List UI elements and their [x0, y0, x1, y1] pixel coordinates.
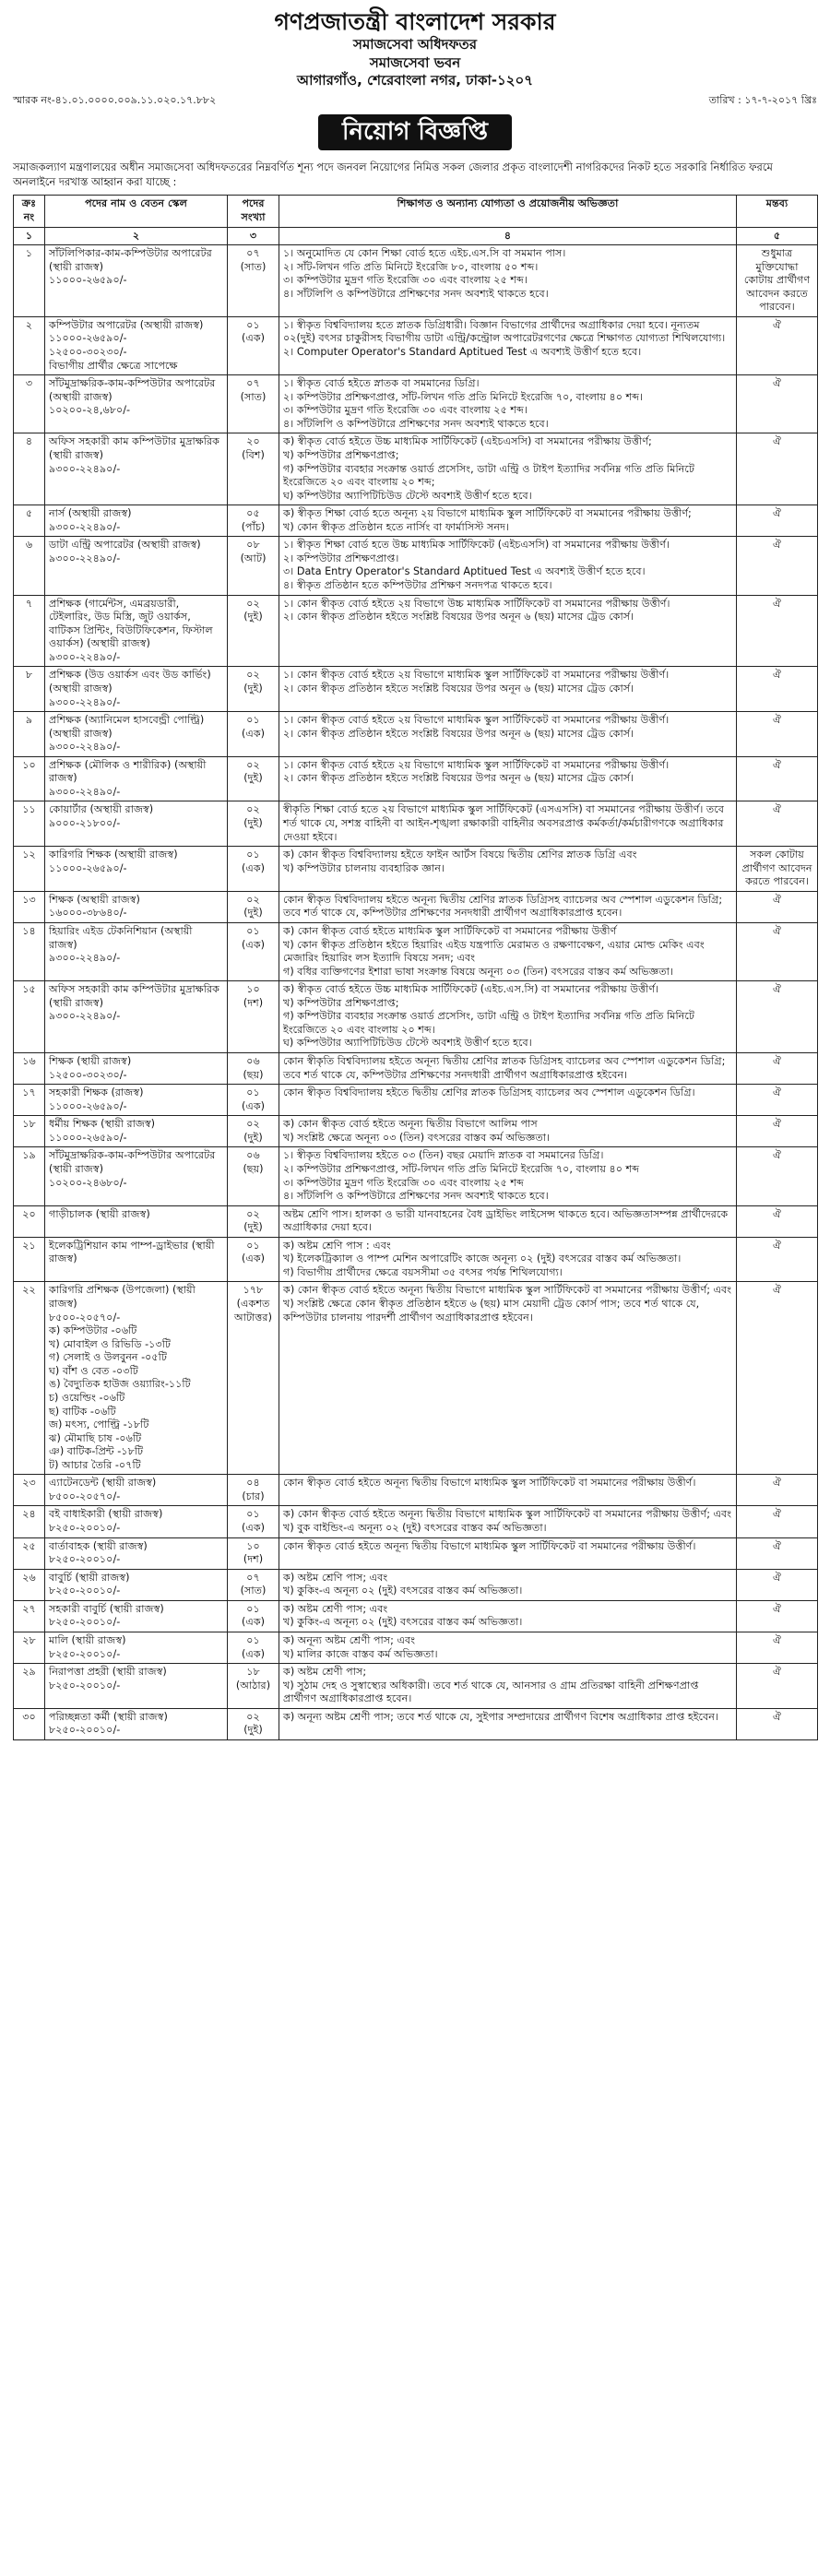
- row-qualification: ১। স্বীকৃত বোর্ড হইতে স্নাতক বা সমমানের ডিগ্রি। ২। কম্পিউটার প্রশিক্ষণপ্রাপ্ত, সাঁট-লিখন গতি প্রতি মিনিটে ইংরেজি ৭০, বাংলায় ৪০ শব্দ। ৩। কম্পিউটার মুদ্রণ গতি ইংরেজি ৩০ এবং বাংলায় ২৫ শব্দ। ৪। সাঁটলিপি ও কম্পিউটারে প্রশিক্ষণের সনদ অবশ্যই থাকতে হবে।: [279, 375, 737, 433]
- row-qualification: ক) অনূন্য অষ্টম শ্রেণী পাস; তবে শর্ত থাকে যে, সুইপার সম্প্রদায়ের প্রার্থীগণ বিশেষ অগ্রাধিকার প্রাপ্ত হইবেন।: [279, 1708, 737, 1739]
- row-remarks: ঐ: [737, 756, 818, 801]
- row-serial: ১৪: [14, 922, 45, 980]
- header-serial: ক্রঃ নং: [14, 196, 45, 227]
- row-count: ০৬ (ছয়): [228, 1147, 279, 1205]
- row-count: ০৫ (পাঁচ): [228, 505, 279, 537]
- row-serial: ৩: [14, 375, 45, 433]
- row-qualification: ক) কোন স্বীকৃত বোর্ড হইতে অনূন্য দ্বিতীয় বিভাগে আলিম পাস খ) সংশ্লিষ্ট ক্ষেত্রে অনূন্য ০৩ (তিন) বৎসরের বাস্তব কর্ম অভিজ্ঞতা।: [279, 1116, 737, 1147]
- row-remarks: ঐ: [737, 537, 818, 595]
- row-post: সহকারী বাবুর্চি (স্থায়ী রাজস্ব) ৮২৫০-২০০১০/-: [45, 1600, 228, 1632]
- row-post: সাঁটমুদ্রাক্ষরিক-কাম-কম্পিউটার অপারেটর (স্থায়ী রাজস্ব) ১০২০০-২৪৬৮০/-: [45, 1147, 228, 1205]
- row-qualification: ক) অষ্টম শ্রেণী পাস; এবং খ) কুকিং-এ অনূন্য ০২ (দুই) বৎসরের বাস্তব কর্ম অভিজ্ঞতা।: [279, 1600, 737, 1632]
- row-remarks: ঐ: [737, 1475, 818, 1506]
- row-count: ০৭ (সাত): [228, 245, 279, 317]
- row-serial: ৬: [14, 537, 45, 595]
- row-remarks: ঐ: [737, 712, 818, 757]
- row-remarks: ঐ: [737, 1506, 818, 1537]
- row-remarks: ঐ: [737, 1569, 818, 1600]
- row-serial: ১: [14, 245, 45, 317]
- memo-row: [13, 94, 817, 107]
- row-serial: ২: [14, 316, 45, 374]
- row-count: ০১ (এক): [228, 1632, 279, 1663]
- header-post: পদের নাম ও বেতন স্কেল: [45, 196, 228, 227]
- row-count: ০৪ (চার): [228, 1475, 279, 1506]
- row-qualification: ১। কোন স্বীকৃত বোর্ড হইতে ২য় বিভাগে মাধ্যমিক স্কুল সার্টিফিকেট বা সমমানের পরীক্ষায় উত্তীর্ণ। ২। কোন স্বীকৃত প্রতিষ্ঠান হইতে সংশ্লিষ্ট বিষয়ের উপর অনূন ৬ (ছয়) মাসের ট্রেড কোর্স।: [279, 756, 737, 801]
- row-remarks: ঐ: [737, 1116, 818, 1147]
- row-count: ০১ (এক): [228, 712, 279, 757]
- row-remarks: ঐ: [737, 1537, 818, 1569]
- row-post: প্রশিক্ষক (গার্মেন্টস, এমব্রয়ডারী, টেইলারিং, উড মিস্ত্রি, জুট ওয়ার্কস, বাটিকস প্রিন্টিং, বিউটিফিকেশন, ফিস্টাল ওয়ার্কস) (অস্থায়ী রাজস্ব) ৯৩০০-২২৪৯০/-: [45, 595, 228, 667]
- row-count: ০২ (দুই): [228, 667, 279, 712]
- row-remarks: ঐ: [737, 667, 818, 712]
- row-count: ০২ (দুই): [228, 1205, 279, 1237]
- table-row: [14, 245, 818, 317]
- table-row: [14, 1708, 818, 1739]
- row-remarks: ঐ: [737, 1237, 818, 1282]
- row-remarks: ঐ: [737, 801, 818, 847]
- row-qualification: ক) স্বীকৃত বোর্ড হইতে উচ্চ মাধ্যমিক সার্টিফিকেট (এইচ.এস.সি) বা সমমানের পরীক্ষায় উত্তীর্ণ। খ) কম্পিউটার প্রশিক্ষণপ্রাপ্ত; গ) কম্পিউটার ব্যবহার সংক্রান্ত ওয়ার্ড প্রসেসিং, ডাটা এন্ট্রি ও টাইপ ইত্যাদির সর্বনিম্ন গতি প্রতি মিনিটে ইংরেজিতে ২০ এবং বাংলায় ২০ শব্দ। ঘ) কম্পিউটার অ্যাপিটিচিউড টেস্টে অবশ্যই উত্তীর্ণ হতে হবে।: [279, 981, 737, 1053]
- row-remarks: ঐ: [737, 1632, 818, 1663]
- table-row: [14, 1506, 818, 1537]
- row-serial: ২৭: [14, 1600, 45, 1632]
- table-row: [14, 712, 818, 757]
- table-row: [14, 505, 818, 537]
- table-row: [14, 1537, 818, 1569]
- row-serial: ১২: [14, 847, 45, 892]
- table-row: [14, 537, 818, 595]
- row-count: ১৮ (আঠার): [228, 1664, 279, 1709]
- column-number: ৫: [737, 227, 818, 245]
- row-qualification: স্বীকৃতি শিক্ষা বোর্ড হতে ২য় বিভাগে মাধ্যমিক স্কুল সার্টিফিকেট (এসএসসি) বা সমমানের পরীক্ষায় উত্তীর্ণ। তবে শর্ত থাকে যে, সশস্ত্র বাহিনী বা আইন-শৃঙ্খলা রক্ষাকারী বাহিনীর অবসরপ্রাপ্ত কর্মকর্তা/কর্মচারীগণকে অগ্রাধিকার দেওয়া হইবে।: [279, 801, 737, 847]
- row-post: কারিগরি প্রশিক্ষক (উপজেলা) (স্থায়ী রাজস্ব) ৮৫০০-২০৫৭০/- ক) কম্পিউটার -০৬টি খ) মোবাইল ও রিভিডি -১৩টি গ) সেলাই ও উলবুনন -০৫টি ঘ) বাঁশ ও বেত -০৩টি ঙ) বৈদ্যুতিক হাউজ ওয়্যারিং-১১টি চ) ওয়েল্ডিং -০৬টি ছ) বাটিক -০৬টি জ) মৎস্য, পোল্ট্রি -১৮টি ঝ) মৌমাছি চাষ -০৬টি ঞ) বাটিক-প্রিন্ট -১৮টি ট) আচার তৈরি -০৭টি: [45, 1282, 228, 1475]
- row-serial: ১৮: [14, 1116, 45, 1147]
- table-row: [14, 1205, 818, 1237]
- row-remarks: ঐ: [737, 922, 818, 980]
- row-count: ০১ (এক): [228, 1506, 279, 1537]
- row-remarks: ঐ: [737, 1708, 818, 1739]
- row-serial: ২১: [14, 1237, 45, 1282]
- row-qualification: ১। কোন স্বীকৃত বোর্ড হইতে ২য় বিভাগে উচ্চ মাধ্যমিক সার্টিফিকেট বা সমমানের পরীক্ষায় উত্তীর্ণ। ২। কোন স্বীকৃত প্রতিষ্ঠান হইতে সংশ্লিষ্ট বিষয়ের উপর অনূন ৬ (ছয়) মাসের ট্রেড কোর্স।: [279, 595, 737, 667]
- row-serial: ১৬: [14, 1053, 45, 1085]
- row-post: সাঁটমুদ্রাক্ষরিক-কাম-কম্পিউটার অপারেটর (অস্থায়ী রাজস্ব) ১০২০০-২৪,৬৮০/-: [45, 375, 228, 433]
- row-qualification: ক) স্বীকৃত বোর্ড হইতে উচ্চ মাধ্যমিক সার্টিফিকেট (এইচএসসি) বা সমমানের পরীক্ষায় উত্তীর্ণ; খ) কম্পিউটার প্রশিক্ষণপ্রাপ্ত; গ) কম্পিউটার ব্যবহার সংক্রান্ত ওয়ার্ড প্রসেসিং, ডাটা এন্ট্রি ও টাইপ ইত্যাদির সর্বনিম্ন গতি প্রতি মিনিটে ইংরেজিতে ২০ এবং বাংলায় ২০ শব্দ; ঘ) কম্পিউটার অ্যাপিটিচিউড টেস্টে অবশ্যই উত্তীর্ণ হতে হবে।: [279, 433, 737, 505]
- row-serial: ২২: [14, 1282, 45, 1475]
- table-row: [14, 1147, 818, 1205]
- row-qualification: ক) অষ্টম শ্রেণি পাস : এবং খ) ইলেকট্রিক্যাল ও পাম্প মেশিন অপারেটিং কাজে অনূন্য ০২ (দুই) বৎসরের বাস্তব কর্ম অভিজ্ঞতা। গ) বিভাগীয় প্রার্থীদের ক্ষেত্রে বয়সসীমা ৩৫ বৎসর পর্যন্ত শিথিলযোগ্য।: [279, 1237, 737, 1282]
- row-remarks: সকল কোটায় প্রার্থীগণ আবেদন করতে পারবেন।: [737, 847, 818, 892]
- table-row: [14, 981, 818, 1053]
- row-remarks: ঐ: [737, 505, 818, 537]
- table-row: [14, 1569, 818, 1600]
- table-row: [14, 1475, 818, 1506]
- row-count: ০২ (দুই): [228, 1116, 279, 1147]
- row-serial: ২৪: [14, 1506, 45, 1537]
- row-count: ২০ (বিশ): [228, 433, 279, 505]
- row-post: ডাটা এন্ট্রি অপারেটর (অস্থায়ী রাজস্ব) ৯৩০০-২২৪৯০/-: [45, 537, 228, 595]
- row-post: অফিস সহকারী কাম কম্পিউটার মুদ্রাক্ষরিক (স্থায়ী রাজস্ব) ৯৩০০-২২৪৯০/-: [45, 981, 228, 1053]
- row-remarks: শুধুমাত্র মুক্তিযোদ্ধা কোটায় প্রার্থীগণ আবেদন করতে পারবেন।: [737, 245, 818, 317]
- row-count: ০৬ (ছয়): [228, 1053, 279, 1085]
- table-row: [14, 1053, 818, 1085]
- row-post: গাড়ীচালক (স্থায়ী রাজস্ব): [45, 1205, 228, 1237]
- row-qualification: কোন স্বীকৃতি বিশ্ববিদ্যালয় হইতে অনূন্য দ্বিতীয় শ্রেণির স্নাতক ডিগ্রিসহ ব্যাচেলর অব স্পেশাল এডুকেশন ডিগ্রি; তবে শর্ত থাকে যে, কম্পিউটার প্রশিক্ষণের সনদধারী প্রার্থীগণ অগ্রাধিকারপ্রাপ্ত হইবেন।: [279, 1053, 737, 1085]
- table-row: [14, 1116, 818, 1147]
- memo-date: তারিখ : ১৭-৭-২০১৭ খ্রিঃ: [708, 93, 817, 106]
- row-serial: ২৮: [14, 1632, 45, 1663]
- row-remarks: ঐ: [737, 1205, 818, 1237]
- row-post: অফিস সহকারী কাম কম্পিউটার মুদ্রাক্ষরিক (স্থায়ী রাজস্ব) ৯৩০০-২২৪৯০/-: [45, 433, 228, 505]
- office-header: [13, 7, 817, 90]
- row-post: ধর্মীয় শিক্ষক (স্থায়ী রাজস্ব) ১১০০০-২৬৫৯০/-: [45, 1116, 228, 1147]
- row-qualification: ক) অষ্টম শ্রেণি পাস; এবং খ) কুকিং-এ অনূন্য ০২ (দুই) বৎসরের বাস্তব কর্ম অভিজ্ঞতা।: [279, 1569, 737, 1600]
- row-serial: ৭: [14, 595, 45, 667]
- row-post: শিক্ষক (স্থায়ী রাজস্ব) ১২৫০০-৩০২৩০/-: [45, 1053, 228, 1085]
- row-count: ০২ (দুই): [228, 801, 279, 847]
- row-qualification: ১। স্বীকৃত শিক্ষা বোর্ড হতে উচ্চ মাধ্যমিক সার্টিফিকেট (এইচএসসি) বা সমমানের পরীক্ষায় উত্তীর্ণ। ২। কম্পিউটার প্রশিক্ষণপ্রাপ্ত। ৩। Data Entry Operator's Standard Aptitued Test এ অবশ্যই উত্তীর্ণ হতে হবে। ৪। স্বীকৃত প্রতিষ্ঠান হতে কম্পিউটার প্রশিক্ষণ সনদপত্র থাকতে হবে।: [279, 537, 737, 595]
- row-remarks: ঐ: [737, 1085, 818, 1116]
- vacancy-rows: [14, 245, 818, 1740]
- row-count: ০২ (দুই): [228, 595, 279, 667]
- vacancy-table: [13, 195, 818, 1740]
- table-row: [14, 375, 818, 433]
- table-row: [14, 847, 818, 892]
- row-qualification: কোন স্বীকৃত বোর্ড হইতে অনূন্য দ্বিতীয় বিভাগে মাধ্যমিক স্কুল সার্টিফিকেট বা সমমানের পরীক্ষায় উত্তীর্ণ।: [279, 1475, 737, 1506]
- row-qualification: ক) কোন স্বীকৃত বোর্ড হইতে মাধ্যমিক স্কুল সার্টিফিকেট বা সমমানের পরীক্ষায় উত্তীর্ণ খ) কোন স্বীকৃত প্রতিষ্ঠান হইতে হিয়ারিং এইড যন্ত্রপাতি মেরামত ও রক্ষণাবেক্ষণ, এয়ার মোল্ড মেকিং এবং মেজারিং হিয়ারিং লস ইত্যাদি বিষয়ে সনদ; এবং গ) বধির ব্যক্তিগণের ইশারা ভাষা সংক্রান্ত বিষয়ে অনূন্য ০৩ (তিন) বৎসরের বাস্তব কর্ম অভিজ্ঞতা।: [279, 922, 737, 980]
- row-serial: ৮: [14, 667, 45, 712]
- header-qualification: শিক্ষাগত ও অন্যান্য যোগ্যতা ও প্রয়োজনীয় অভিজ্ঞতা: [279, 196, 737, 227]
- department-name: সমাজসেবা অধিদফতর: [353, 36, 477, 53]
- row-serial: ৯: [14, 712, 45, 757]
- table-row: [14, 1632, 818, 1663]
- row-qualification: ক) কোন স্বীকৃত বোর্ড হইতে অনূন্য দ্বিতীয় বিভাগে মাধ্যমিক স্কুল সার্টিফিকেট বা সমমানের পরীক্ষায় উত্তীর্ণ; এবং খ) বুক বাইন্ডিং-এ অনূন্য ০২ (দুই) বৎসরের বাস্তব কর্ম অভিজ্ঞতা।: [279, 1506, 737, 1537]
- table-row: [14, 1600, 818, 1632]
- column-number: ৪: [279, 227, 737, 245]
- row-serial: ১৯: [14, 1147, 45, 1205]
- table-row: [14, 1664, 818, 1709]
- row-remarks: ঐ: [737, 1664, 818, 1709]
- row-post: নিরাপত্তা প্রহরী (স্থায়ী রাজস্ব) ৮২৫০-২০০১০/-: [45, 1664, 228, 1709]
- row-serial: ৪: [14, 433, 45, 505]
- row-serial: ২৩: [14, 1475, 45, 1506]
- column-number: ৩: [228, 227, 279, 245]
- row-serial: ১১: [14, 801, 45, 847]
- row-count: ০১ (এক): [228, 1237, 279, 1282]
- table-row: [14, 433, 818, 505]
- row-post: শিক্ষক (অস্থায়ী রাজস্ব) ১৬০০০-৩৮৬৪০/-: [45, 891, 228, 922]
- row-qualification: ক) কোন স্বীকৃত বিশ্ববিদ্যালয় হইতে ফাইন আর্টস বিষয়ে দ্বিতীয় শ্রেণির স্নাতক ডিগ্রি এবং খ) কম্পিউটার চালনায় ব্যবহারিক জ্ঞান।: [279, 847, 737, 892]
- row-serial: ২৬: [14, 1569, 45, 1600]
- row-serial: ১৩: [14, 891, 45, 922]
- row-remarks: ঐ: [737, 1600, 818, 1632]
- row-remarks: ঐ: [737, 375, 818, 433]
- table-row: [14, 595, 818, 667]
- table-row: [14, 801, 818, 847]
- row-serial: ১৭: [14, 1085, 45, 1116]
- row-post: ইলেকট্রিশিয়ান কাম পাম্প-ড্রাইভার (স্থায়ী রাজস্ব): [45, 1237, 228, 1282]
- row-post: প্রশিক্ষক (উড ওয়ার্কস এবং উড কার্ভিং) (অস্থায়ী রাজস্ব) ৯৩০০-২২৪৯০/-: [45, 667, 228, 712]
- row-serial: ৩০: [14, 1708, 45, 1739]
- row-count: ০১ (এক): [228, 1600, 279, 1632]
- row-qualification: ১। কোন স্বীকৃত বোর্ড হইতে ২য় বিভাগে মাধ্যমিক স্কুল সার্টিফিকেট বা সমমানের পরীক্ষায় উত্তীর্ণ। ২। কোন স্বীকৃত প্রতিষ্ঠান হইতে সংশ্লিষ্ট বিষয়ের উপর অনূন ৬ (ছয়) মাসের ট্রেড কোর্স।: [279, 667, 737, 712]
- table-row: [14, 1085, 818, 1116]
- row-count: ০৭ (সাত): [228, 375, 279, 433]
- row-post: সাঁটলিপিকার-কাম-কম্পিউটার অপারেটর (স্থায়ী রাজস্ব) ১১০০০-২৬৫৯০/-: [45, 245, 228, 317]
- row-post: কারিগরি শিক্ষক (অস্থায়ী রাজস্ব) ১১০০০-২৬৫৯০/-: [45, 847, 228, 892]
- row-serial: ২৯: [14, 1664, 45, 1709]
- table-row: [14, 922, 818, 980]
- row-count: ০২ (দুই): [228, 756, 279, 801]
- table-row: [14, 667, 818, 712]
- row-remarks: ঐ: [737, 891, 818, 922]
- row-post: কম্পিউটার অপারেটর (অস্থায়ী রাজস্ব) ১১০০০-২৬৫৯০/- ১২৫০০-৩০২৩০/- বিভাগীয় প্রার্থীর ক্ষেত্রে সাপেক্ষে: [45, 316, 228, 374]
- row-remarks: ঐ: [737, 433, 818, 505]
- row-post: সহকারী শিক্ষক (রাজস্ব) ১১০০০-২৬৫৯০/-: [45, 1085, 228, 1116]
- row-post: বার্তাবাহক (স্থায়ী রাজস্ব) ৮২৫০-২০০১০/-: [45, 1537, 228, 1569]
- row-qualification: কোন স্বীকৃত বোর্ড হইতে অনূন্য দ্বিতীয় বিভাগে মাধ্যমিক স্কুল সার্টিফিকেট বা সমমানের পরীক্ষায় উত্তীর্ণ।: [279, 1537, 737, 1569]
- row-remarks: ঐ: [737, 316, 818, 374]
- row-count: ০১ (এক): [228, 1085, 279, 1116]
- row-post: কোয়ার্টার (অস্থায়ী রাজস্ব) ৯০০০-২১৮০০/-: [45, 801, 228, 847]
- row-post: এ্যাটেনডেন্ট (স্থায়ী রাজস্ব) ৮৫০০-২০৫৭০/-: [45, 1475, 228, 1506]
- row-count: ০২ (দুই): [228, 1708, 279, 1739]
- table-row: [14, 756, 818, 801]
- row-qualification: ক) অনূন্য অষ্টম শ্রেণী পাস; এবং খ) মালির কাজে বাস্তব কর্ম অভিজ্ঞতা।: [279, 1632, 737, 1663]
- row-qualification: ক) অষ্টম শ্রেণী পাস; খ) সুঠাম দেহ ও সুস্বাস্থ্যের অধিকারী। তবে শর্ত থাকে যে, আনসার ও গ্রাম প্রতিরক্ষা বাহিনী প্রশিক্ষণপ্রাপ্ত প্রার্থীগণ অগ্রাধিকারপ্রাপ্ত হবেন।: [279, 1664, 737, 1709]
- row-count: ০৮ (আট): [228, 537, 279, 595]
- notice-title: নিয়োগ বিজ্ঞপ্তি: [318, 114, 512, 150]
- row-post: বই বাধাইকারী (স্থায়ী রাজস্ব) ৮২৫০-২০০১০/-: [45, 1506, 228, 1537]
- notice-intro: সমাজকল্যাণ মন্ত্রণালয়ের অধীন সমাজসেবা অধিদফতরের নিম্নবর্ণিত শূন্য পদে জনবল নিয়োগের নিমিত্ত সকল জেলার প্রকৃত বাংলাদেশী নাগরিকদের নিকট হতে সরকারি নির্ধারিত ফরমে অনলাইনে দরখাস্ত আহ্বান করা যাচ্ছে :: [13, 160, 773, 189]
- row-count: ০১ (এক): [228, 316, 279, 374]
- row-remarks: ঐ: [737, 1053, 818, 1085]
- memo-number: স্মারক নং-৪১.০১.০০০০.০০৯.১১.০২০.১৭.৮৮২: [13, 93, 217, 106]
- table-row: [14, 1237, 818, 1282]
- row-serial: ১৫: [14, 981, 45, 1053]
- column-number: ২: [45, 227, 228, 245]
- row-post: পরিচ্ছন্নতা কর্মী (স্থায়ী রাজস্ব) ৮২৫০-২০০১০/-: [45, 1708, 228, 1739]
- column-number-row: [14, 227, 818, 245]
- row-count: ০২ (দুই): [228, 891, 279, 922]
- header-remarks: মন্তব্য: [737, 196, 818, 227]
- row-post: হিয়ারিং এইড টেকনিশিয়ান (অস্থায়ী রাজস্ব) ৯৩০০-২২৪৯০/-: [45, 922, 228, 980]
- row-remarks: ঐ: [737, 981, 818, 1053]
- row-qualification: কোন স্বীকৃত বিশ্ববিদ্যালয় হইতে দ্বিতীয় শ্রেণির স্নাতক ডিগ্রিসহ ব্যাচেলর অব স্পেশাল এডুকেশন ডিগ্রি।: [279, 1085, 737, 1116]
- row-count: ১০ (দশ): [228, 981, 279, 1053]
- row-serial: ২৫: [14, 1537, 45, 1569]
- row-qualification: ক) কোন স্বীকৃত বোর্ড হইতে অনূন্য দ্বিতীয় বিভাগে মাধ্যমিক স্কুল সার্টিফিকেট বা সমমানের পরীক্ষায় উত্তীর্ণ; এবং খ) সংশ্লিষ্ট ক্ষেত্রে কোন স্বীকৃত প্রতিষ্ঠান হইতে ৬ (ছয়) মাস মেয়াদী ট্রেড কোর্স পাস; তবে শর্ত থাকে যে, কম্পিউটার চালনায় পারদর্শী প্রার্থীগণ অগ্রাধিকারপ্রাপ্ত হইবেন।: [279, 1282, 737, 1475]
- table-header-row: [14, 196, 818, 227]
- row-serial: ২০: [14, 1205, 45, 1237]
- building-name: সমাজসেবা ভবন: [369, 53, 461, 71]
- row-qualification: ১। অনুমোদিত যে কোন শিক্ষা বোর্ড হতে এইচ.এস.সি বা সমমান পাস। ২। সাঁট-লিখন গতি প্রতি মিনিটে ইংরেজি ৮০, বাংলায় ৫০ শব্দ। ৩। কম্পিউটার মুদ্রণ গতি ইংরেজি ৩০ এবং বাংলায় ২৫ শব্দ। ৪। সাঁটলিপি ও কম্পিউটারে প্রশিক্ষণের সনদ অবশ্যই থাকতে হবে।: [279, 245, 737, 317]
- row-count: ০১ (এক): [228, 922, 279, 980]
- table-row: [14, 891, 818, 922]
- row-serial: ১০: [14, 756, 45, 801]
- row-remarks: ঐ: [737, 1282, 818, 1475]
- row-post: মালি (স্থায়ী রাজস্ব) ৮২৫০-২০০১০/-: [45, 1632, 228, 1663]
- column-number: ১: [14, 227, 45, 245]
- row-post: বাবুর্চি (স্থায়ী রাজস্ব) ৮২৫০-২০০১০/-: [45, 1569, 228, 1600]
- row-qualification: ১। স্বীকৃত বিশ্ববিদ্যালয় হইতে ০৩ (তিন) বছর মেয়াদি স্নাতক বা সমমানের ডিগ্রি। ২। কম্পিউটার প্রশিক্ষণপ্রাপ্ত, সাঁট-লিখন গতি প্রতি মিনিটে ইংরেজি ৭০, বাংলায় ৪০ শব্দ ৩। কম্পিউটার মুদ্রণ গতি ইংরেজি ৩০ এবং বাংলায় ২৫ শব্দ ৪। সাঁটলিপি ও কম্পিউটারে প্রশিক্ষণের সনদ অবশ্যই থাকতে হবে।: [279, 1147, 737, 1205]
- row-count: ১০ (দশ): [228, 1537, 279, 1569]
- row-qualification: ১। স্বীকৃত বিশ্ববিদ্যালয় হতে স্নাতক ডিগ্রিধারী। বিজ্ঞান বিভাগের প্রার্থীদের অগ্রাধিকার দেয়া হবে। নূন্যতম ০২(দুই) বৎসর চাকুরীসহ বিভাগীয় ডাটা এন্ট্রি/কন্ট্রোল অপারেটরগণের ক্ষেত্রে শিক্ষাগত যোগ্যতা শিথিলযোগ্য। ২। Computer Operator's Standard Aptitued Test এ অবশ্যই উত্তীর্ণ হতে হবে।: [279, 316, 737, 374]
- table-row: [14, 1282, 818, 1475]
- office-address: আগারগাঁও, শেরেবাংলা নগর, ঢাকা-১২০৭: [296, 72, 534, 89]
- row-count: ০৭ (সাত): [228, 1569, 279, 1600]
- row-post: প্রশিক্ষক (মৌলিক ও শারীরিক) (অস্থায়ী রাজস্ব) ৯৩০০-২২৪৯০/-: [45, 756, 228, 801]
- header-count: পদের সংখ্যা: [228, 196, 279, 227]
- row-qualification: ক) স্বীকৃত শিক্ষা বোর্ড হতে অনূন্য ২য় বিভাগে মাধ্যমিক স্কুল সার্টিফিকেট বা সমমানের পরীক্ষায় উত্তীর্ণ; খ) কোন স্বীকৃত প্রতিষ্ঠান হতে নার্সিং বা ফার্মাসিস্ট সনদ।: [279, 505, 737, 537]
- row-remarks: ঐ: [737, 595, 818, 667]
- row-post: নার্স (অস্থায়ী রাজস্ব) ৯৩০০-২২৪৯০/-: [45, 505, 228, 537]
- row-count: ০১ (এক): [228, 847, 279, 892]
- govt-name: গণপ্রজাতন্ত্রী বাংলাদেশ সরকার: [274, 8, 556, 35]
- row-post: প্রশিক্ষক (অ্যানিমেল হাসবেন্ড্রী পোল্ট্রি) (অস্থায়ী রাজস্ব) ৯৩০০-২২৪৯০/-: [45, 712, 228, 757]
- row-qualification: কোন স্বীকৃত বিশ্ববিদ্যালয় হইতে অনূন্য দ্বিতীয় শ্রেণির স্নাতক ডিগ্রিসহ ব্যাচেলর অব স্পেশাল এডুকেশন ডিগ্রি; তবে শর্ত থাকে যে, কম্পিউটার প্রশিক্ষণের সনদধারী প্রার্থীগণ অগ্রাধিকারপ্রাপ্ত হবেন।: [279, 891, 737, 922]
- row-serial: ৫: [14, 505, 45, 537]
- row-count: ১৭৮ (একশত আটাত্তর): [228, 1282, 279, 1475]
- row-qualification: অষ্টম শ্রেণি পাস। হালকা ও ভারী যানবাহনের বৈধ ড্রাইভিং লাইসেন্স থাকতে হবে। অভিজ্ঞতাসম্পন্ন প্রার্থীদেরকে অগ্রাধিকার দেয়া হবে।: [279, 1205, 737, 1237]
- row-remarks: ঐ: [737, 1147, 818, 1205]
- table-row: [14, 316, 818, 374]
- row-qualification: ১। কোন স্বীকৃত বোর্ড হইতে ২য় বিভাগে মাধ্যমিক স্কুল সার্টিফিকেট বা সমমানের পরীক্ষায় উত্তীর্ণ। ২। কোন স্বীকৃত প্রতিষ্ঠান হইতে সংশ্লিষ্ট বিষয়ের উপর অনূন ৬ (ছয়) মাসের ট্রেড কোর্স।: [279, 712, 737, 757]
